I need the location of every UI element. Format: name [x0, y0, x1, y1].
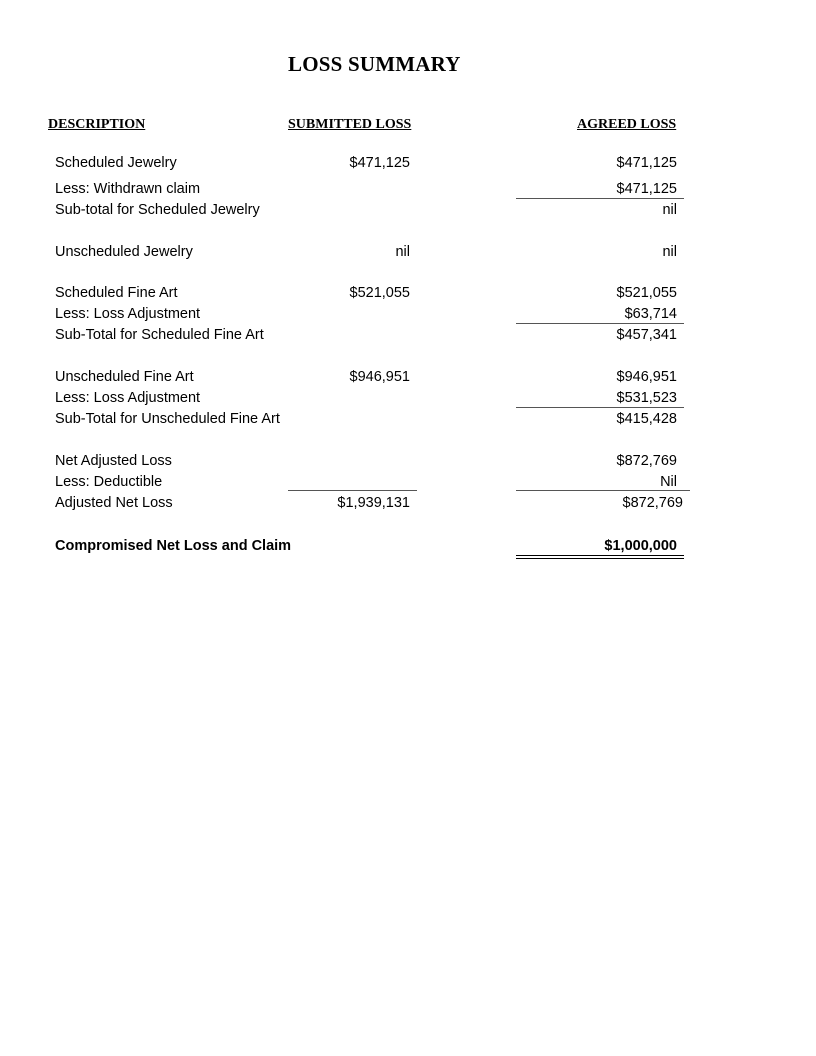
row-submitted-unscheduled-jewelry: nil [395, 244, 410, 260]
row-label-subtotal-unscheduled-fine-art: Sub-Total for Unscheduled Fine Art [55, 411, 280, 427]
row-agreed-subtotal-scheduled-jewelry: nil [662, 202, 677, 218]
row-submitted-scheduled-jewelry: $471,125 [349, 155, 410, 171]
row-submitted-adjusted-net-loss: $1,939,131 [337, 495, 410, 511]
row-label-subtotal-scheduled-fine-art: Sub-Total for Scheduled Fine Art [55, 327, 264, 343]
row-agreed-deductible: Nil [660, 474, 677, 490]
row-label-unscheduled-fine-art: Unscheduled Fine Art [55, 369, 194, 385]
row-label-unscheduled-jewelry: Unscheduled Jewelry [55, 244, 193, 260]
row-label-loss-adjustment: Less: Loss Adjustment [55, 306, 201, 322]
row-label-withdrawn-claim: Less: Withdrawn claim [55, 181, 201, 197]
row-label-adjusted-net-loss: Adjusted Net Loss [55, 495, 173, 511]
double-underline [516, 555, 684, 559]
row-agreed-subtotal-scheduled-fine-art: $457,341 [616, 327, 677, 343]
final-agreed: $1,000,000 [604, 538, 677, 554]
total-rule-submitted [288, 490, 417, 491]
row-agreed-unscheduled-jewelry: nil [662, 244, 677, 260]
subtotal-rule [516, 323, 684, 324]
total-rule-agreed [516, 490, 690, 491]
row-agreed-adjusted-net-loss: $872,769 [622, 495, 683, 511]
header-agreed-loss: AGREED LOSS [577, 117, 677, 132]
row-agreed-net-adjusted-loss: $872,769 [616, 453, 677, 469]
final-label: Compromised Net Loss and Claim [55, 538, 292, 554]
subtotal-rule [516, 407, 684, 408]
row-label-loss-adjustment-2: Less: Loss Adjustment [55, 390, 201, 406]
row-label-scheduled-jewelry: Scheduled Jewelry [55, 155, 177, 171]
row-submitted-unscheduled-fine-art: $946,951 [349, 369, 410, 385]
row-label-deductible: Less: Deductible [55, 474, 163, 490]
subtotal-rule [516, 198, 684, 199]
row-label-scheduled-fine-art: Scheduled Fine Art [55, 285, 178, 301]
header-submitted-loss: SUBMITTED LOSS [288, 117, 412, 132]
row-agreed-scheduled-fine-art: $521,055 [616, 285, 677, 301]
row-agreed-loss-adjustment: $63,714 [624, 306, 677, 322]
row-submitted-scheduled-fine-art: $521,055 [349, 285, 410, 301]
row-label-net-adjusted-loss: Net Adjusted Loss [55, 453, 172, 469]
row-agreed-loss-adjustment-2: $531,523 [616, 390, 677, 406]
row-agreed-unscheduled-fine-art: $946,951 [616, 369, 677, 385]
header-description: DESCRIPTION [48, 117, 146, 132]
page-title: LOSS SUMMARY [288, 52, 461, 76]
row-agreed-scheduled-jewelry: $471,125 [616, 155, 677, 171]
row-label-subtotal-scheduled-jewelry: Sub-total for Scheduled Jewelry [55, 202, 260, 218]
row-agreed-withdrawn-claim: $471,125 [616, 181, 677, 197]
row-agreed-subtotal-unscheduled-fine-art: $415,428 [616, 411, 677, 427]
